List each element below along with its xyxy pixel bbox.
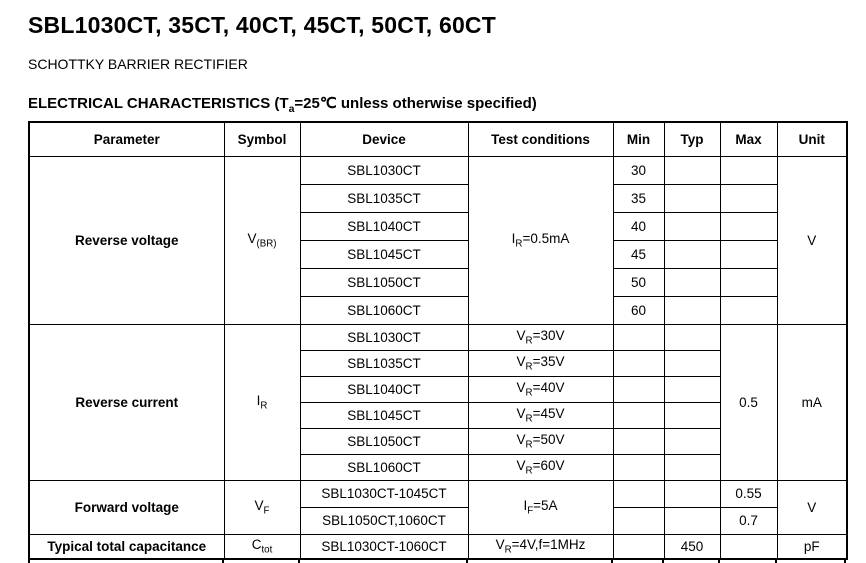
cond-rest: =30V [532,327,565,343]
symbol-cell [224,480,300,534]
cond-sub: F [527,505,534,517]
min-cell [613,376,664,402]
typ-cell [664,507,720,534]
table-row [29,480,847,507]
max-cell: 0.5 [720,324,777,480]
table-row [29,156,847,184]
test-condition-cell [468,428,613,454]
test-condition-cell [468,350,613,376]
min-cell [613,534,664,559]
cond-rest: =5A [533,497,558,513]
typ-cell: 450 [664,534,720,559]
min-cell [613,350,664,376]
typ-cell [664,350,720,376]
cond-sub: R [525,465,533,477]
device-cell: SBL1030CT-1060CT [300,534,468,559]
cond-sub: R [525,335,533,347]
section-heading-suffix: =25℃ unless otherwise specified) [294,95,537,112]
section-heading-subscript: a [288,103,295,115]
cond-base: V [516,379,526,395]
cond-base: I [511,230,516,246]
device-cell: SBL1060CT [300,296,468,324]
symbol-base: I [256,392,261,408]
electrical-characteristics-table [28,121,848,560]
device-cell: SBL1050CT [300,268,468,296]
min-cell [613,402,664,428]
device-cell: SBL1040CT [300,376,468,402]
min-cell: 50 [613,268,664,296]
section-heading [28,94,846,115]
max-cell [720,296,777,324]
cond-rest: =60V [532,457,565,473]
section-heading-prefix: ELECTRICAL CHARACTERISTICS (T [28,95,289,112]
device-cell: SBL1050CT [300,428,468,454]
header-test-conditions: Test conditions [468,122,613,156]
device-cell: SBL1035CT [300,184,468,212]
parameter-cell: Typical total capacitance [29,534,224,559]
cond-sub: R [525,387,533,399]
max-cell [720,184,777,212]
header-symbol: Symbol [224,122,300,156]
parameter-cell: Reverse current [29,324,224,480]
page-title: SBL1030CT, 35CT, 40CT, 45CT, 50CT, 60CT [28,12,496,38]
cond-rest: =4V,f=1MHz [511,536,586,552]
symbol-sub: tot [261,544,273,556]
test-condition-cell [468,376,613,402]
cond-rest: =0.5mA [522,230,570,246]
unit-cell: V [777,480,847,534]
max-cell [720,156,777,184]
table-header-row [29,122,847,156]
header-max: Max [720,122,777,156]
header-typ: Typ [664,122,720,156]
parameter-cell: Reverse voltage [29,156,224,324]
min-cell [613,480,664,507]
max-cell [720,268,777,296]
parameter-cell: Forward voltage [29,480,224,534]
cond-base: V [516,405,526,421]
max-cell [720,534,777,559]
typ-cell [664,268,720,296]
device-cell: SBL1045CT [300,402,468,428]
symbol-sub: R [260,400,268,412]
typ-cell [664,376,720,402]
cond-rest: =35V [532,353,565,369]
unit-cell: V [777,156,847,324]
header-unit: Unit [777,122,847,156]
typ-cell [664,480,720,507]
cond-base: V [516,457,526,473]
min-cell: 35 [613,184,664,212]
typ-cell [664,324,720,350]
typ-cell [664,156,720,184]
cond-base: V [495,536,505,552]
symbol-base: V [254,497,264,513]
cond-sub: R [525,439,533,451]
symbol-cell [224,156,300,324]
device-cell: SBL1040CT [300,212,468,240]
typ-cell [664,296,720,324]
table-row [29,324,847,350]
cond-sub: R [525,361,533,373]
device-cell: SBL1035CT [300,350,468,376]
device-cell: SBL1030CT [300,156,468,184]
cond-sub: R [515,238,523,250]
cond-rest: =45V [532,405,565,421]
max-cell [720,212,777,240]
symbol-base: C [251,536,262,552]
device-cell: SBL1060CT [300,454,468,480]
header-parameter: Parameter [29,122,224,156]
cond-rest: =40V [532,379,565,395]
symbol-cell [224,534,300,559]
device-cell: SBL1050CT,1060CT [300,507,468,534]
symbol-sub: F [263,505,270,517]
min-cell: 30 [613,156,664,184]
table-row [29,534,847,559]
max-cell [720,240,777,268]
cond-base: V [516,431,526,447]
min-cell: 40 [613,212,664,240]
test-condition-cell [468,156,613,324]
cond-sub: R [504,544,512,556]
test-condition-cell [468,534,613,559]
max-cell: 0.55 [720,480,777,507]
symbol-sub: (BR) [256,238,277,250]
typ-cell [664,402,720,428]
test-condition-cell [468,454,613,480]
unit-cell: mA [777,324,847,480]
min-cell [613,507,664,534]
cond-base: V [516,353,526,369]
symbol-base: V [247,230,257,246]
min-cell [613,324,664,350]
cond-rest: =50V [532,431,565,447]
symbol-cell [224,324,300,480]
test-condition-cell [468,324,613,350]
page-subtitle: SCHOTTKY BARRIER RECTIFIER [28,56,248,72]
min-cell [613,428,664,454]
typ-cell [664,184,720,212]
header-device: Device [300,122,468,156]
header-min: Min [613,122,664,156]
device-cell: SBL1045CT [300,240,468,268]
min-cell: 45 [613,240,664,268]
unit-cell: pF [777,534,847,559]
test-condition-cell [468,480,613,534]
typ-cell [664,428,720,454]
cond-base: I [523,497,528,513]
device-cell: SBL1030CT [300,324,468,350]
cond-sub: R [525,413,533,425]
typ-cell [664,454,720,480]
min-cell: 60 [613,296,664,324]
typ-cell [664,240,720,268]
device-cell: SBL1030CT-1045CT [300,480,468,507]
max-cell: 0.7 [720,507,777,534]
test-condition-cell [468,402,613,428]
typ-cell [664,212,720,240]
min-cell [613,454,664,480]
cond-base: V [516,327,526,343]
